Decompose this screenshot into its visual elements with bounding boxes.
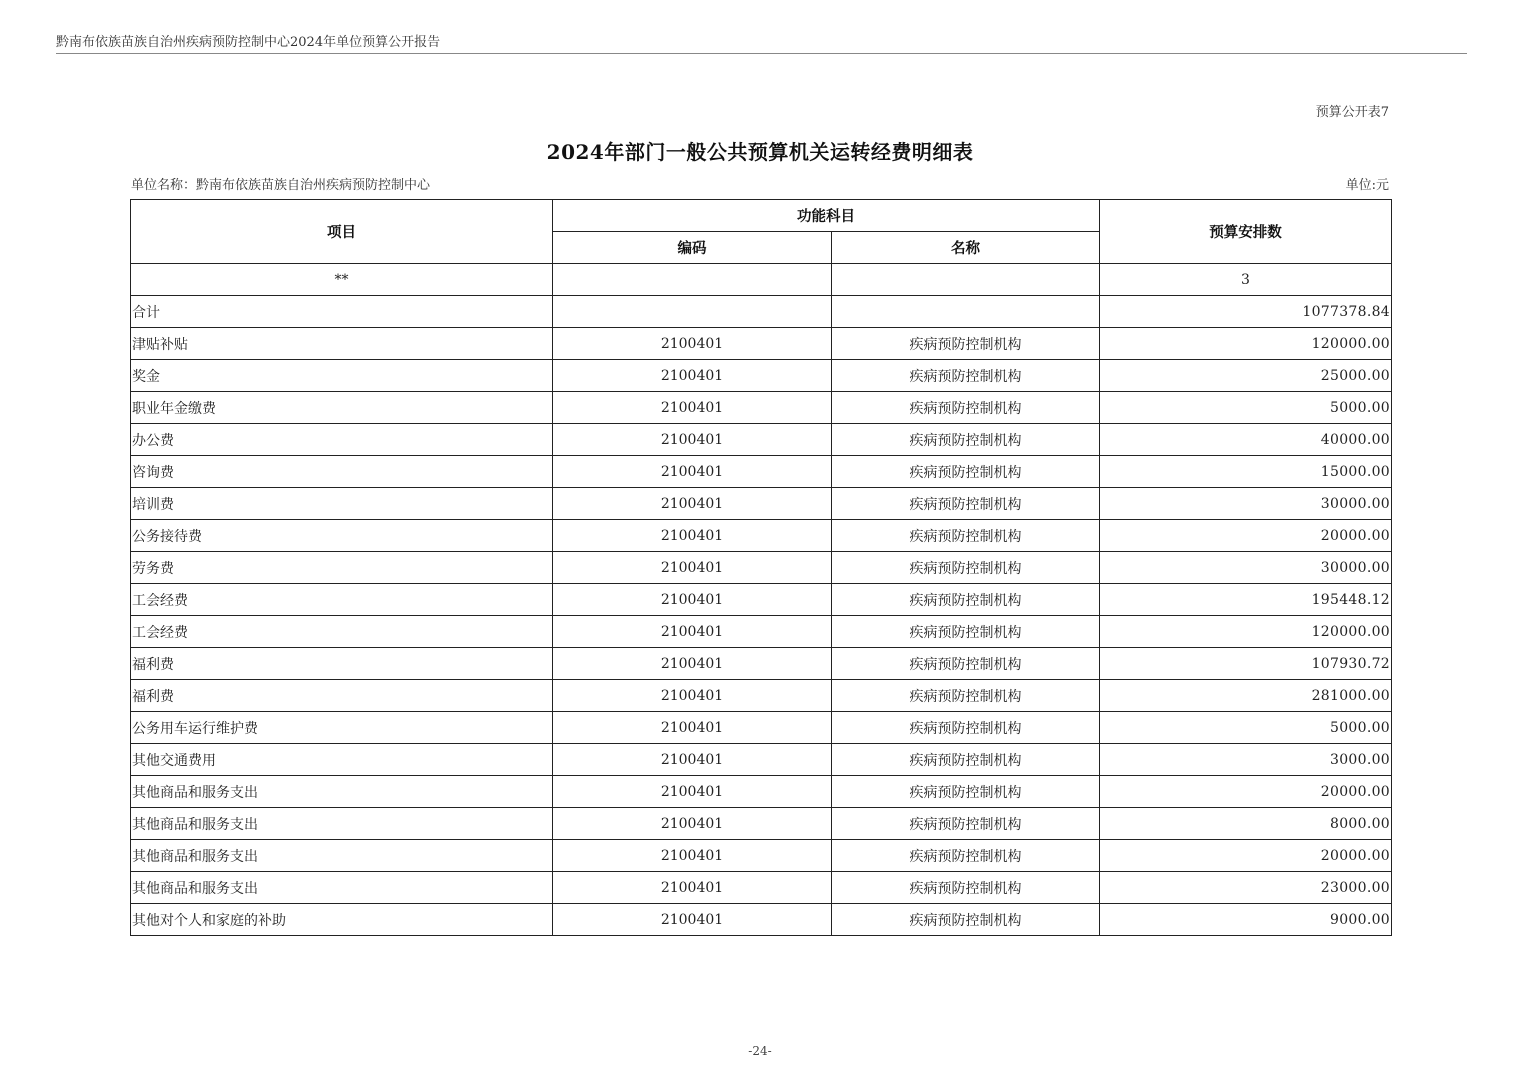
cell-amount: 30000.00 <box>1100 552 1392 584</box>
cell-amount: 120000.00 <box>1100 328 1392 360</box>
cell-code: 2100401 <box>553 872 832 904</box>
header-item: 项目 <box>131 200 553 264</box>
page-title: 2024年部门一般公共预算机关运转经费明细表 <box>546 140 974 164</box>
cell-code: 2100401 <box>553 680 832 712</box>
cell-code: 2100401 <box>553 712 832 744</box>
cell-item: 其他对个人和家庭的补助 <box>131 904 553 936</box>
cell-amount: 25000.00 <box>1100 360 1392 392</box>
table-row <box>131 456 1392 488</box>
cell-name: 疾病预防控制机构 <box>832 808 1100 840</box>
cell-name: 疾病预防控制机构 <box>832 840 1100 872</box>
table-row <box>131 904 1392 936</box>
index-code <box>553 264 832 296</box>
table-row <box>131 744 1392 776</box>
cell-item: 其他商品和服务支出 <box>131 840 553 872</box>
total-label: 合计 <box>131 296 553 328</box>
index-item: ** <box>131 264 553 296</box>
cell-name: 疾病预防控制机构 <box>832 648 1100 680</box>
cell-amount: 20000.00 <box>1100 520 1392 552</box>
cell-item: 劳务费 <box>131 552 553 584</box>
cell-item: 工会经费 <box>131 616 553 648</box>
cell-amount: 20000.00 <box>1100 776 1392 808</box>
cell-item: 职业年金缴费 <box>131 392 553 424</box>
cell-code: 2100401 <box>553 456 832 488</box>
table-row <box>131 616 1392 648</box>
cell-code: 2100401 <box>553 552 832 584</box>
table-row <box>131 680 1392 712</box>
table-row <box>131 808 1392 840</box>
table-row <box>131 488 1392 520</box>
cell-item: 培训费 <box>131 488 553 520</box>
index-amount: 3 <box>1100 264 1392 296</box>
cell-amount: 9000.00 <box>1100 904 1392 936</box>
cell-name: 疾病预防控制机构 <box>832 328 1100 360</box>
running-header: 黔南布依族苗族自治州疾病预防控制中心2024年单位预算公开报告 <box>56 35 441 50</box>
cell-code: 2100401 <box>553 328 832 360</box>
cell-code: 2100401 <box>553 488 832 520</box>
cell-code: 2100401 <box>553 584 832 616</box>
total-amount: 1077378.84 <box>1100 296 1392 328</box>
table-row <box>131 360 1392 392</box>
cell-amount: 15000.00 <box>1100 456 1392 488</box>
cell-amount: 195448.12 <box>1100 584 1392 616</box>
total-row <box>131 296 1392 328</box>
cell-name: 疾病预防控制机构 <box>832 904 1100 936</box>
cell-code: 2100401 <box>553 648 832 680</box>
cell-name: 疾病预防控制机构 <box>832 456 1100 488</box>
header-function-subject: 功能科目 <box>553 200 1100 232</box>
cell-item: 福利费 <box>131 648 553 680</box>
cell-item: 其他商品和服务支出 <box>131 776 553 808</box>
index-row <box>131 264 1392 296</box>
cell-name: 疾病预防控制机构 <box>832 520 1100 552</box>
table-row <box>131 392 1392 424</box>
cell-amount: 5000.00 <box>1100 392 1392 424</box>
table-row <box>131 424 1392 456</box>
cell-amount: 8000.00 <box>1100 808 1392 840</box>
cell-code: 2100401 <box>553 392 832 424</box>
cell-code: 2100401 <box>553 808 832 840</box>
budget-table <box>130 199 1392 936</box>
header-name: 名称 <box>832 232 1100 264</box>
cell-code: 2100401 <box>553 616 832 648</box>
cell-amount: 23000.00 <box>1100 872 1392 904</box>
cell-amount: 281000.00 <box>1100 680 1392 712</box>
cell-name: 疾病预防控制机构 <box>832 392 1100 424</box>
cell-item: 公务用车运行维护费 <box>131 712 553 744</box>
cell-code: 2100401 <box>553 424 832 456</box>
cell-name: 疾病预防控制机构 <box>832 712 1100 744</box>
table-row <box>131 520 1392 552</box>
cell-code: 2100401 <box>553 360 832 392</box>
cell-name: 疾病预防控制机构 <box>832 424 1100 456</box>
cell-amount: 5000.00 <box>1100 712 1392 744</box>
cell-name: 疾病预防控制机构 <box>832 744 1100 776</box>
total-code <box>553 296 832 328</box>
header-amount: 预算安排数 <box>1100 200 1392 264</box>
cell-name: 疾病预防控制机构 <box>832 616 1100 648</box>
cell-name: 疾病预防控制机构 <box>832 552 1100 584</box>
cell-code: 2100401 <box>553 840 832 872</box>
cell-code: 2100401 <box>553 904 832 936</box>
cell-name: 疾病预防控制机构 <box>832 872 1100 904</box>
table-row <box>131 776 1392 808</box>
cell-item: 咨询费 <box>131 456 553 488</box>
cell-name: 疾病预防控制机构 <box>832 680 1100 712</box>
table-row <box>131 840 1392 872</box>
cell-item: 津贴补贴 <box>131 328 553 360</box>
cell-item: 其他商品和服务支出 <box>131 872 553 904</box>
cell-name: 疾病预防控制机构 <box>832 776 1100 808</box>
cell-item: 工会经费 <box>131 584 553 616</box>
cell-amount: 107930.72 <box>1100 648 1392 680</box>
cell-amount: 30000.00 <box>1100 488 1392 520</box>
total-name <box>832 296 1100 328</box>
cell-item: 办公费 <box>131 424 553 456</box>
table-number: 预算公开表7 <box>1315 105 1389 120</box>
table-row <box>131 712 1392 744</box>
table-row <box>131 648 1392 680</box>
cell-code: 2100401 <box>553 744 832 776</box>
cell-name: 疾病预防控制机构 <box>832 488 1100 520</box>
cell-item: 其他交通费用 <box>131 744 553 776</box>
cell-name: 疾病预防控制机构 <box>832 360 1100 392</box>
cell-amount: 120000.00 <box>1100 616 1392 648</box>
unit-name: 单位名称：黔南布依族苗族自治州疾病预防控制中心 <box>131 178 431 193</box>
cell-amount: 40000.00 <box>1100 424 1392 456</box>
cell-amount: 20000.00 <box>1100 840 1392 872</box>
cell-code: 2100401 <box>553 520 832 552</box>
cell-name: 疾病预防控制机构 <box>832 584 1100 616</box>
table-row <box>131 584 1392 616</box>
currency-unit: 单位:元 <box>1345 178 1389 193</box>
index-name <box>832 264 1100 296</box>
cell-item: 福利费 <box>131 680 553 712</box>
table-row <box>131 872 1392 904</box>
cell-code: 2100401 <box>553 776 832 808</box>
table-row <box>131 328 1392 360</box>
cell-item: 其他商品和服务支出 <box>131 808 553 840</box>
cell-amount: 3000.00 <box>1100 744 1392 776</box>
cell-item: 公务接待费 <box>131 520 553 552</box>
header-divider <box>56 53 1467 54</box>
cell-item: 奖金 <box>131 360 553 392</box>
table-row <box>131 552 1392 584</box>
page-number: -24- <box>748 1044 772 1058</box>
header-code: 编码 <box>553 232 832 264</box>
